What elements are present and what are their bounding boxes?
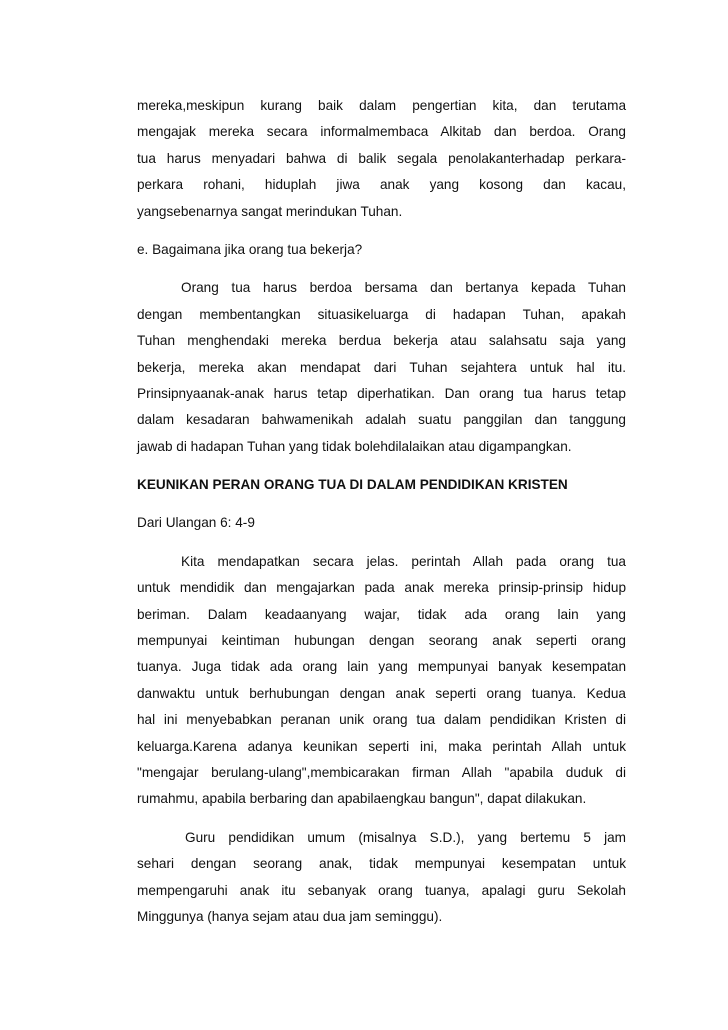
- text-line: dengan membentangkan situasikeluarga di hadapan Tuhan, apakah: [137, 306, 626, 322]
- text-line: Tuhan menghendaki mereka berdua bekerja atau salahsatu saja yang: [137, 333, 626, 349]
- paragraph-2: [137, 275, 626, 460]
- text-line: mempunyai keintiman hubungan dengan seorang anak seperti orang: [137, 633, 626, 649]
- text-line: bekerja, mereka akan mendapat dari Tuhan sejahtera untuk hal itu.: [137, 359, 626, 375]
- text-line: Kita mendapatkan secara jelas. perintah Allah pada orang tua: [181, 553, 626, 569]
- text-line: rumahmu, apabila berbaring dan apabilaengkau bangun", dapat dilakukan.: [137, 791, 587, 807]
- text-line: untuk mendidik dan mengajarkan pada anak mereka prinsip-prinsip hidup: [137, 580, 626, 596]
- document-page: [137, 93, 626, 930]
- text-line: mereka,meskipun kurang baik dalam pengertian kita, dan terutama: [137, 98, 626, 113]
- text-line: perkara rohani, hiduplah jiwa anak yang kosong dan kacau,: [137, 177, 626, 193]
- text-line: sehari dengan seorang anak, tidak mempunyai kesempatan untuk: [137, 856, 626, 872]
- text-line: mengajak mereka secara informalmembaca Alkitab dan berdoa. Orang: [137, 124, 626, 140]
- section-heading: KEUNIKAN PERAN ORANG TUA DI DALAM PENDIDIKAN KRISTEN: [137, 477, 568, 493]
- text-line: Minggunya (hanya sejam atau dua jam seminggu).: [137, 908, 443, 924]
- text-line: tua harus menyadari bahwa di balik segala penolakanterhadap perkara-: [137, 150, 626, 166]
- text-line: hal ini menyebabkan peranan unik orang tua dalam pendidikan Kristen di: [137, 712, 626, 728]
- question-heading: e. Bagaimana jika orang tua bekerja?: [137, 241, 363, 257]
- text-line: keluarga.Karena adanya keunikan seperti ini, maka perintah Allah untuk: [137, 738, 626, 754]
- scripture-reference: Dari Ulangan 6: 4-9: [137, 515, 255, 531]
- text-line: mempengaruhi anak itu sebanyak orang tuanya, apalagi guru Sekolah: [137, 882, 626, 898]
- text-line: beriman. Dalam keadaanyang wajar, tidak ada orang lain yang: [137, 606, 626, 622]
- text-line: dalam kesadaran bahwamenikah adalah suatu panggilan dan tanggung: [137, 412, 626, 428]
- text-line: Orang tua harus berdoa bersama dan bertanya kepada Tuhan: [181, 280, 626, 296]
- text-line: danwaktu untuk berhubungan dengan anak seperti orang tuanya. Kedua: [137, 685, 626, 701]
- paragraph-1: [137, 93, 626, 225]
- text-line: jawab di hadapan Tuhan yang tidak bolehdilalaikan atau digampangkan.: [137, 438, 572, 454]
- text-line: Prinsipnyaanak-anak harus tetap diperhatikan. Dan orang tua harus tetap: [137, 385, 626, 401]
- text-line: Guru pendidikan umum (misalnya S.D.), yang bertemu 5 jam: [185, 829, 626, 845]
- text-line: tuanya. Juga tidak ada orang lain yang mempunyai banyak kesempatan: [137, 659, 626, 675]
- paragraph-4: [137, 825, 626, 931]
- text-line: "mengajar berulang-ulang",membicarakan firman Allah "apabila duduk di: [137, 764, 626, 780]
- paragraph-3: [137, 549, 626, 813]
- text-line: yangsebenarnya sangat merindukan Tuhan.: [137, 203, 403, 219]
